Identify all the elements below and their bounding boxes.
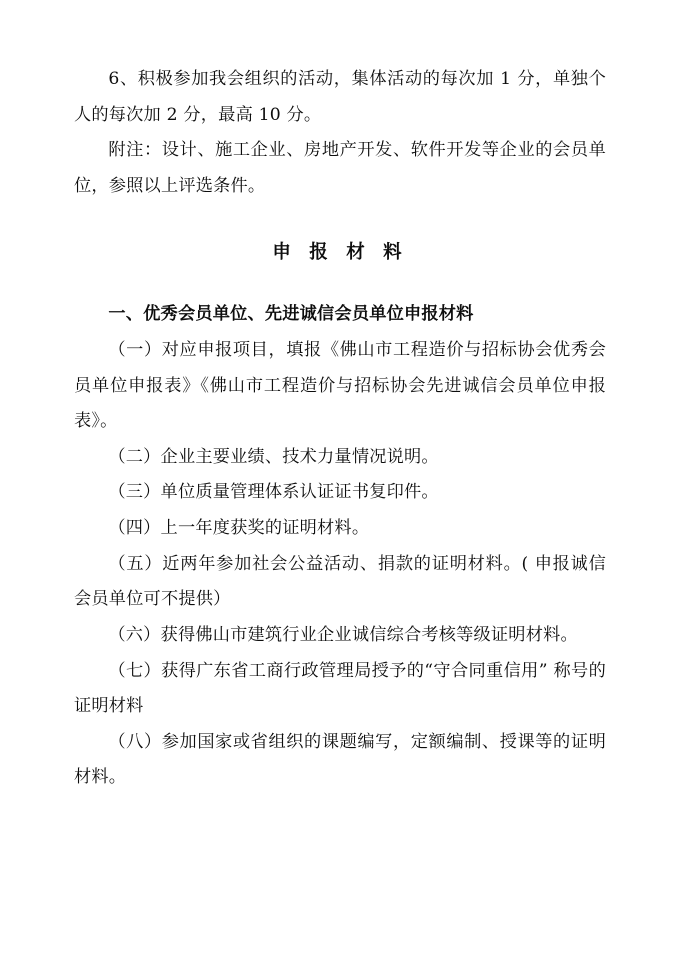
section-one-title: 一、优秀会员单位、先进诚信会员单位申报材料 xyxy=(108,304,474,325)
paragraph-note: 附注：设计、施工企业、房地产开发、软件开发等企业的会员单位，参照以上评选条件。 xyxy=(74,140,606,196)
top-section xyxy=(74,62,606,204)
list-item: （一）对应申报项目，填报《佛山市工程造价与招标协会优秀会员单位申报表》《佛山市工程造价与招标协会先进诚信会员单位申报表》。 xyxy=(74,340,606,432)
list-item: （七）获得广东省工商行政管理局授予的“守合同重信用” 称号的证明材料 xyxy=(74,660,606,717)
section-one xyxy=(74,297,606,796)
list-item: （三）单位质量管理体系认证证书复印件。 xyxy=(108,482,439,503)
list-item: （四）上一年度获奖的证明材料。 xyxy=(108,518,370,539)
list-item: （五）近两年参加社会公益活动、捐款的证明材料。( 申报诚信会员单位可不提供） xyxy=(74,553,606,610)
list-item: （六）获得佛山市建筑行业企业诚信综合考核等级证明材料。 xyxy=(108,624,578,645)
paragraph-item-6: 6、积极参加我会组织的活动，集体活动的每次加 1 分，单独个人的每次加 2 分，最高 10 分。 xyxy=(74,69,606,125)
page-title: 申 报 材 料 xyxy=(272,242,408,264)
list-item: （二）企业主要业绩、技术力量情况说明。 xyxy=(108,446,439,467)
list-item: （八）参加国家或省组织的课题编写，定额编制、授课等的证明材料。 xyxy=(74,731,606,788)
